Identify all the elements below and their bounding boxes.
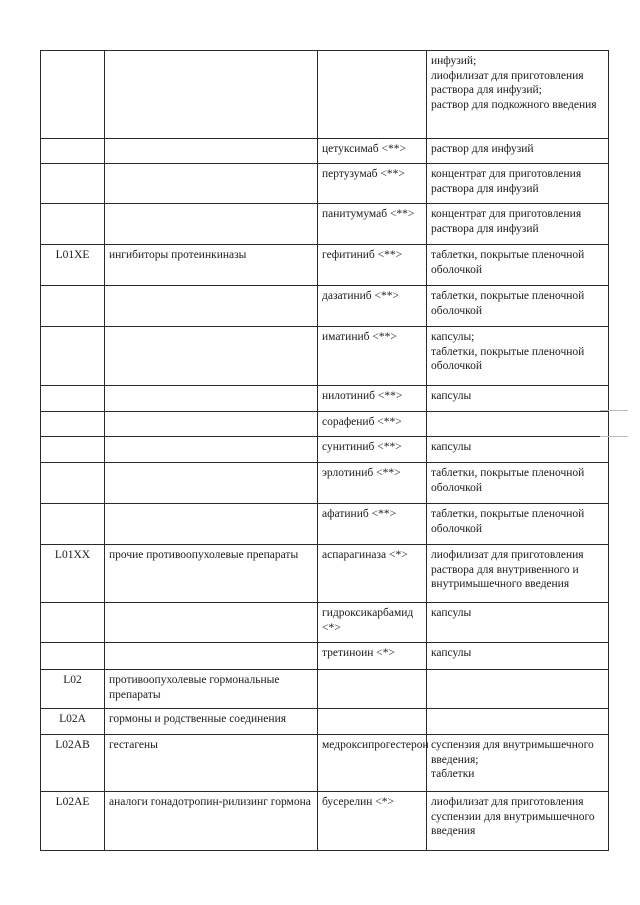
drug-name-cell: пертузумаб <**> [318, 164, 427, 204]
group-name-cell: противоопухолевые гормональные препараты [105, 670, 318, 709]
dosage-form-cell: лиофилизат для приготовления суспензии для внутримышечного введения [427, 792, 609, 851]
dosage-form-cell: инфузий; лиофилизат для приготовления раствора для инфузий; раствор для подкожного введения [427, 51, 609, 139]
drug-name-cell: медроксипрогестерон [318, 735, 427, 792]
dosage-form-cell: таблетки, покрытые пленочной оболочкой [427, 463, 609, 504]
group-name-cell: ингибиторы протеинкиназы [105, 245, 318, 286]
atc-code-cell [41, 51, 105, 139]
table-row [41, 437, 609, 463]
atc-code-cell [41, 204, 105, 245]
atc-code-cell [41, 603, 105, 643]
drug-name-cell [318, 709, 427, 735]
group-name-cell: прочие противоопухолевые препараты [105, 545, 318, 603]
dosage-form-cell: концентрат для приготовления раствора для инфузий [427, 164, 609, 204]
atc-code-cell [41, 463, 105, 504]
dosage-form-cell: таблетки, покрытые пленочной оболочкой [427, 504, 609, 545]
table-row [41, 412, 609, 437]
dosage-form-cell [427, 412, 609, 437]
dosage-form-cell [427, 709, 609, 735]
drug-name-cell [318, 670, 427, 709]
table-row [41, 463, 609, 504]
dosage-form-cell: лиофилизат для приготовления раствора для внутривенного и внутримышечного введения [427, 545, 609, 603]
drug-name-cell: гефитиниб <**> [318, 245, 427, 286]
dosage-form-cell: капсулы [427, 386, 609, 412]
atc-code-cell [41, 139, 105, 164]
dosage-form-cell: концентрат для приготовления раствора для инфузий [427, 204, 609, 245]
atc-code-cell [41, 327, 105, 386]
drug-name-cell: цетуксимаб <**> [318, 139, 427, 164]
dosage-form-cell: капсулы [427, 437, 609, 463]
scan-margin-mark [600, 436, 628, 437]
table-row [41, 164, 609, 204]
table-row [41, 735, 609, 792]
drug-name-cell: иматиниб <**> [318, 327, 427, 386]
atc-code-cell: L02 [41, 670, 105, 709]
group-name-cell [105, 286, 318, 327]
table-row [41, 204, 609, 245]
drug-name-cell: нилотиниб <**> [318, 386, 427, 412]
group-name-cell: гормоны и родственные соединения [105, 709, 318, 735]
drug-name-cell: третиноин <*> [318, 643, 427, 670]
atc-code-cell: L01XE [41, 245, 105, 286]
atc-code-cell [41, 504, 105, 545]
drug-name-cell: аспарагиназа <*> [318, 545, 427, 603]
group-name-cell [105, 643, 318, 670]
table-row [41, 51, 609, 139]
dosage-form-cell: суспензия для внутримышечного введения; таблетки [427, 735, 609, 792]
dosage-form-cell: таблетки, покрытые пленочной оболочкой [427, 245, 609, 286]
drug-name-cell: сорафениб <**> [318, 412, 427, 437]
table-row [41, 139, 609, 164]
group-name-cell: аналоги гонадотропин-рилизинг гормона [105, 792, 318, 851]
table-row [41, 670, 609, 709]
group-name-cell [105, 603, 318, 643]
dosage-form-cell: капсулы [427, 603, 609, 643]
group-name-cell [105, 463, 318, 504]
atc-code-cell [41, 643, 105, 670]
table-row [41, 286, 609, 327]
dosage-form-cell: раствор для инфузий [427, 139, 609, 164]
group-name-cell: гестагены [105, 735, 318, 792]
atc-code-cell: L02AB [41, 735, 105, 792]
group-name-cell [105, 164, 318, 204]
table-row [41, 327, 609, 386]
drug-name-cell: бусерелин <*> [318, 792, 427, 851]
drug-table [40, 50, 609, 851]
table-row [41, 709, 609, 735]
group-name-cell [105, 327, 318, 386]
table-row [41, 643, 609, 670]
table-row [41, 545, 609, 603]
group-name-cell [105, 139, 318, 164]
atc-code-cell: L02AE [41, 792, 105, 851]
group-name-cell [105, 437, 318, 463]
table-row [41, 603, 609, 643]
group-name-cell [105, 51, 318, 139]
group-name-cell [105, 204, 318, 245]
drug-name-cell: афатиниб <**> [318, 504, 427, 545]
atc-code-cell: L01XX [41, 545, 105, 603]
table-row [41, 386, 609, 412]
atc-code-cell [41, 437, 105, 463]
drug-name-cell: дазатиниб <**> [318, 286, 427, 327]
atc-code-cell: L02A [41, 709, 105, 735]
atc-code-cell [41, 286, 105, 327]
group-name-cell [105, 412, 318, 437]
atc-code-cell [41, 386, 105, 412]
table-row [41, 792, 609, 851]
atc-code-cell [41, 412, 105, 437]
table-row [41, 245, 609, 286]
dosage-form-cell: капсулы; таблетки, покрытые пленочной оболочкой [427, 327, 609, 386]
dosage-form-cell: таблетки, покрытые пленочной оболочкой [427, 286, 609, 327]
drug-name-cell: сунитиниб <**> [318, 437, 427, 463]
drug-name-cell: гидроксикарбамид <*> [318, 603, 427, 643]
atc-code-cell [41, 164, 105, 204]
scan-margin-mark [600, 410, 628, 411]
group-name-cell [105, 386, 318, 412]
table-row [41, 504, 609, 545]
dosage-form-cell [427, 670, 609, 709]
drug-name-cell: панитумумаб <**> [318, 204, 427, 245]
dosage-form-cell: капсулы [427, 643, 609, 670]
drug-name-cell: эрлотиниб <**> [318, 463, 427, 504]
group-name-cell [105, 504, 318, 545]
drug-name-cell [318, 51, 427, 139]
